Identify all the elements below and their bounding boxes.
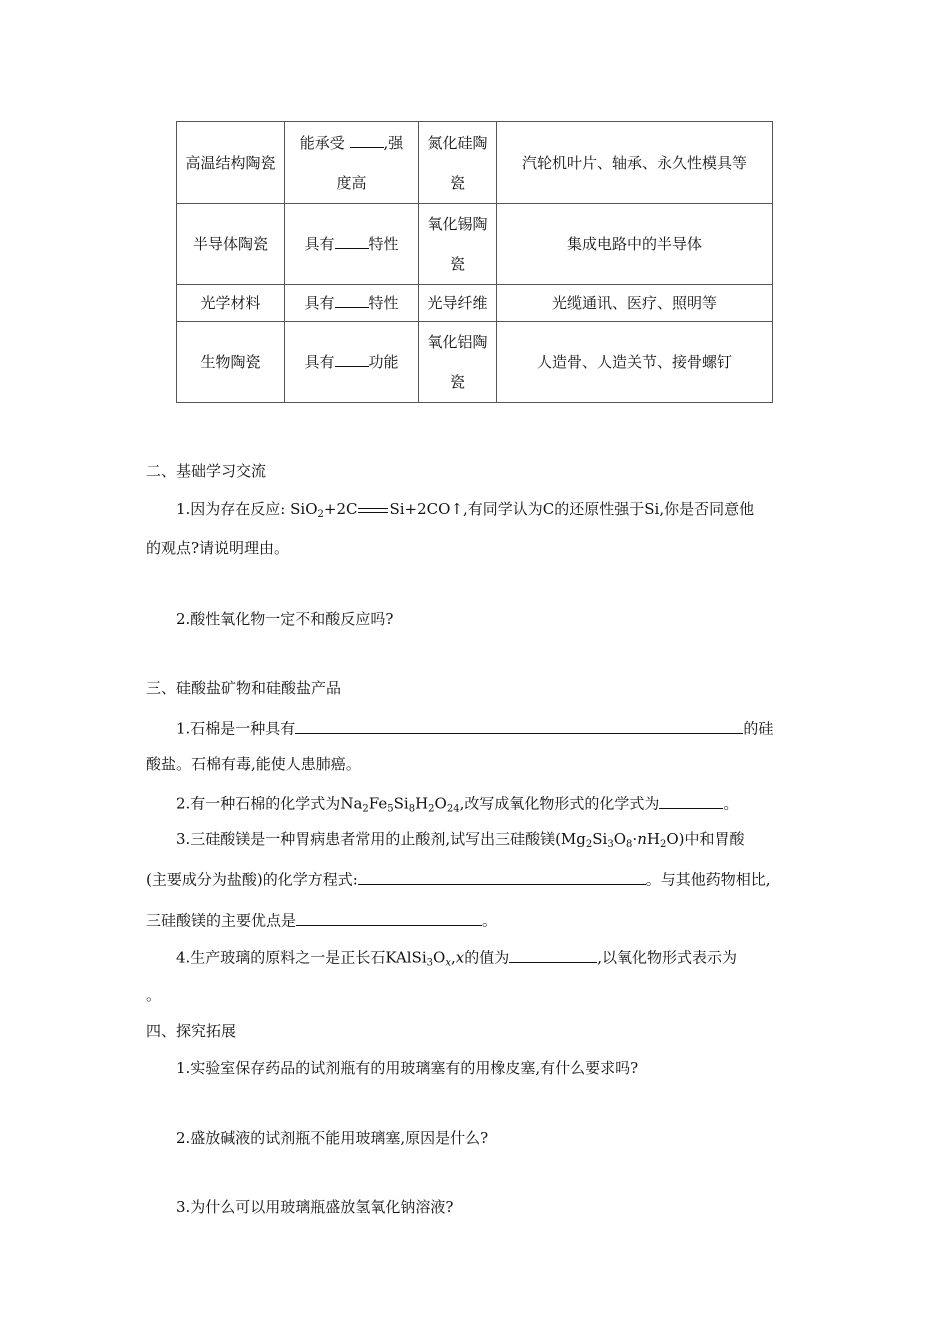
cell-property: 具有 特性	[285, 285, 419, 322]
fill-blank[interactable]	[296, 908, 482, 926]
cell-material: 氧化铝陶 瓷	[419, 322, 497, 403]
section-heading: 二、基础学习交流	[146, 462, 267, 480]
fill-blank[interactable]	[335, 291, 369, 309]
table-row	[177, 204, 773, 285]
fill-blank[interactable]	[509, 945, 597, 963]
question-2-1-cont: 的观点?请说明理由。	[146, 539, 290, 557]
question-3-1-cont: 酸盐。石棉有毒,能使人患肺癌。	[146, 755, 361, 773]
table-row	[177, 285, 773, 322]
question-3-3-cont: (主要成分为盐酸)的化学方程式: 。与其他药物相比,	[146, 867, 771, 890]
question-3-2: 2.有一种石棉的化学式为$Na_2Fe_5Si_8H_2O_{24}$,改写成氧化物形式的化学式为 。	[176, 791, 738, 820]
question-3-4: 4.生产玻璃的原料之一是正长石$KAlSi_3O_x,x$的值为 ,以氧化物形式表示为	[176, 945, 737, 974]
cell-use: 集成电路中的半导体	[497, 204, 773, 285]
question-2-2: 2.酸性氧化物一定不和酸反应吗?	[176, 610, 394, 628]
cell-material: 氧化锡陶 瓷	[419, 204, 497, 285]
table-row	[177, 322, 773, 403]
cell-name: 生物陶瓷	[177, 322, 285, 403]
cell-use: 人造骨、人造关节、接骨螺钉	[497, 322, 773, 403]
fill-blank[interactable]	[358, 867, 646, 885]
cell-property: 具有 功能	[285, 322, 419, 403]
question-4-3: 3.为什么可以用玻璃瓶盛放氢氧化钠溶液?	[176, 1198, 454, 1216]
fill-blank[interactable]	[659, 791, 723, 809]
question-3-3: 3.三硅酸镁是一种胃病患者常用的止酸剂,试写出三硅酸镁$(Mg_2Si_3O_8\cdot nH_2O)$中和胃酸	[176, 830, 745, 850]
equals-sign	[358, 508, 388, 513]
question-4-1: 1.实验室保存药品的试剂瓶有的用玻璃塞有的用橡皮塞,有什么要求吗?	[176, 1059, 639, 1077]
cell-material: 氮化硅陶 瓷	[419, 122, 497, 204]
cell-use: 汽轮机叶片、轴承、永久性模具等	[497, 122, 773, 204]
fill-blank[interactable]	[295, 716, 743, 734]
cell-use: 光缆通讯、医疗、照明等	[497, 285, 773, 322]
cell-material: 光导纤维	[419, 285, 497, 322]
question-4-2: 2.盛放碱液的试剂瓶不能用玻璃塞,原因是什么?	[176, 1129, 489, 1147]
cell-property: 具有 特性	[285, 204, 419, 285]
section-heading: 三、硅酸盐矿物和硅酸盐产品	[146, 679, 342, 697]
section-heading: 四、探究拓展	[146, 1022, 237, 1040]
table-row	[177, 122, 773, 204]
cell-name: 高温结构陶瓷	[177, 122, 285, 204]
fill-blank[interactable]	[350, 130, 384, 148]
question-3-3-cont2: 三硅酸镁的主要优点是 。	[146, 908, 497, 931]
ceramics-table	[176, 121, 773, 403]
fill-blank[interactable]	[335, 232, 369, 250]
question-3-1: 1.石棉是一种具有 的硅	[176, 716, 773, 739]
cell-name: 半导体陶瓷	[177, 204, 285, 285]
question-2-1: 1.因为存在反应: SiO$_2$+2C Si+2CO↑,有同学认为C的还原性强于Si,你是否同意他	[176, 500, 755, 520]
fill-blank[interactable]	[335, 350, 369, 368]
cell-name: 光学材料	[177, 285, 285, 322]
question-3-4-cont: 。	[146, 986, 162, 1004]
cell-property: 能承受 ,强 度高	[285, 122, 419, 204]
